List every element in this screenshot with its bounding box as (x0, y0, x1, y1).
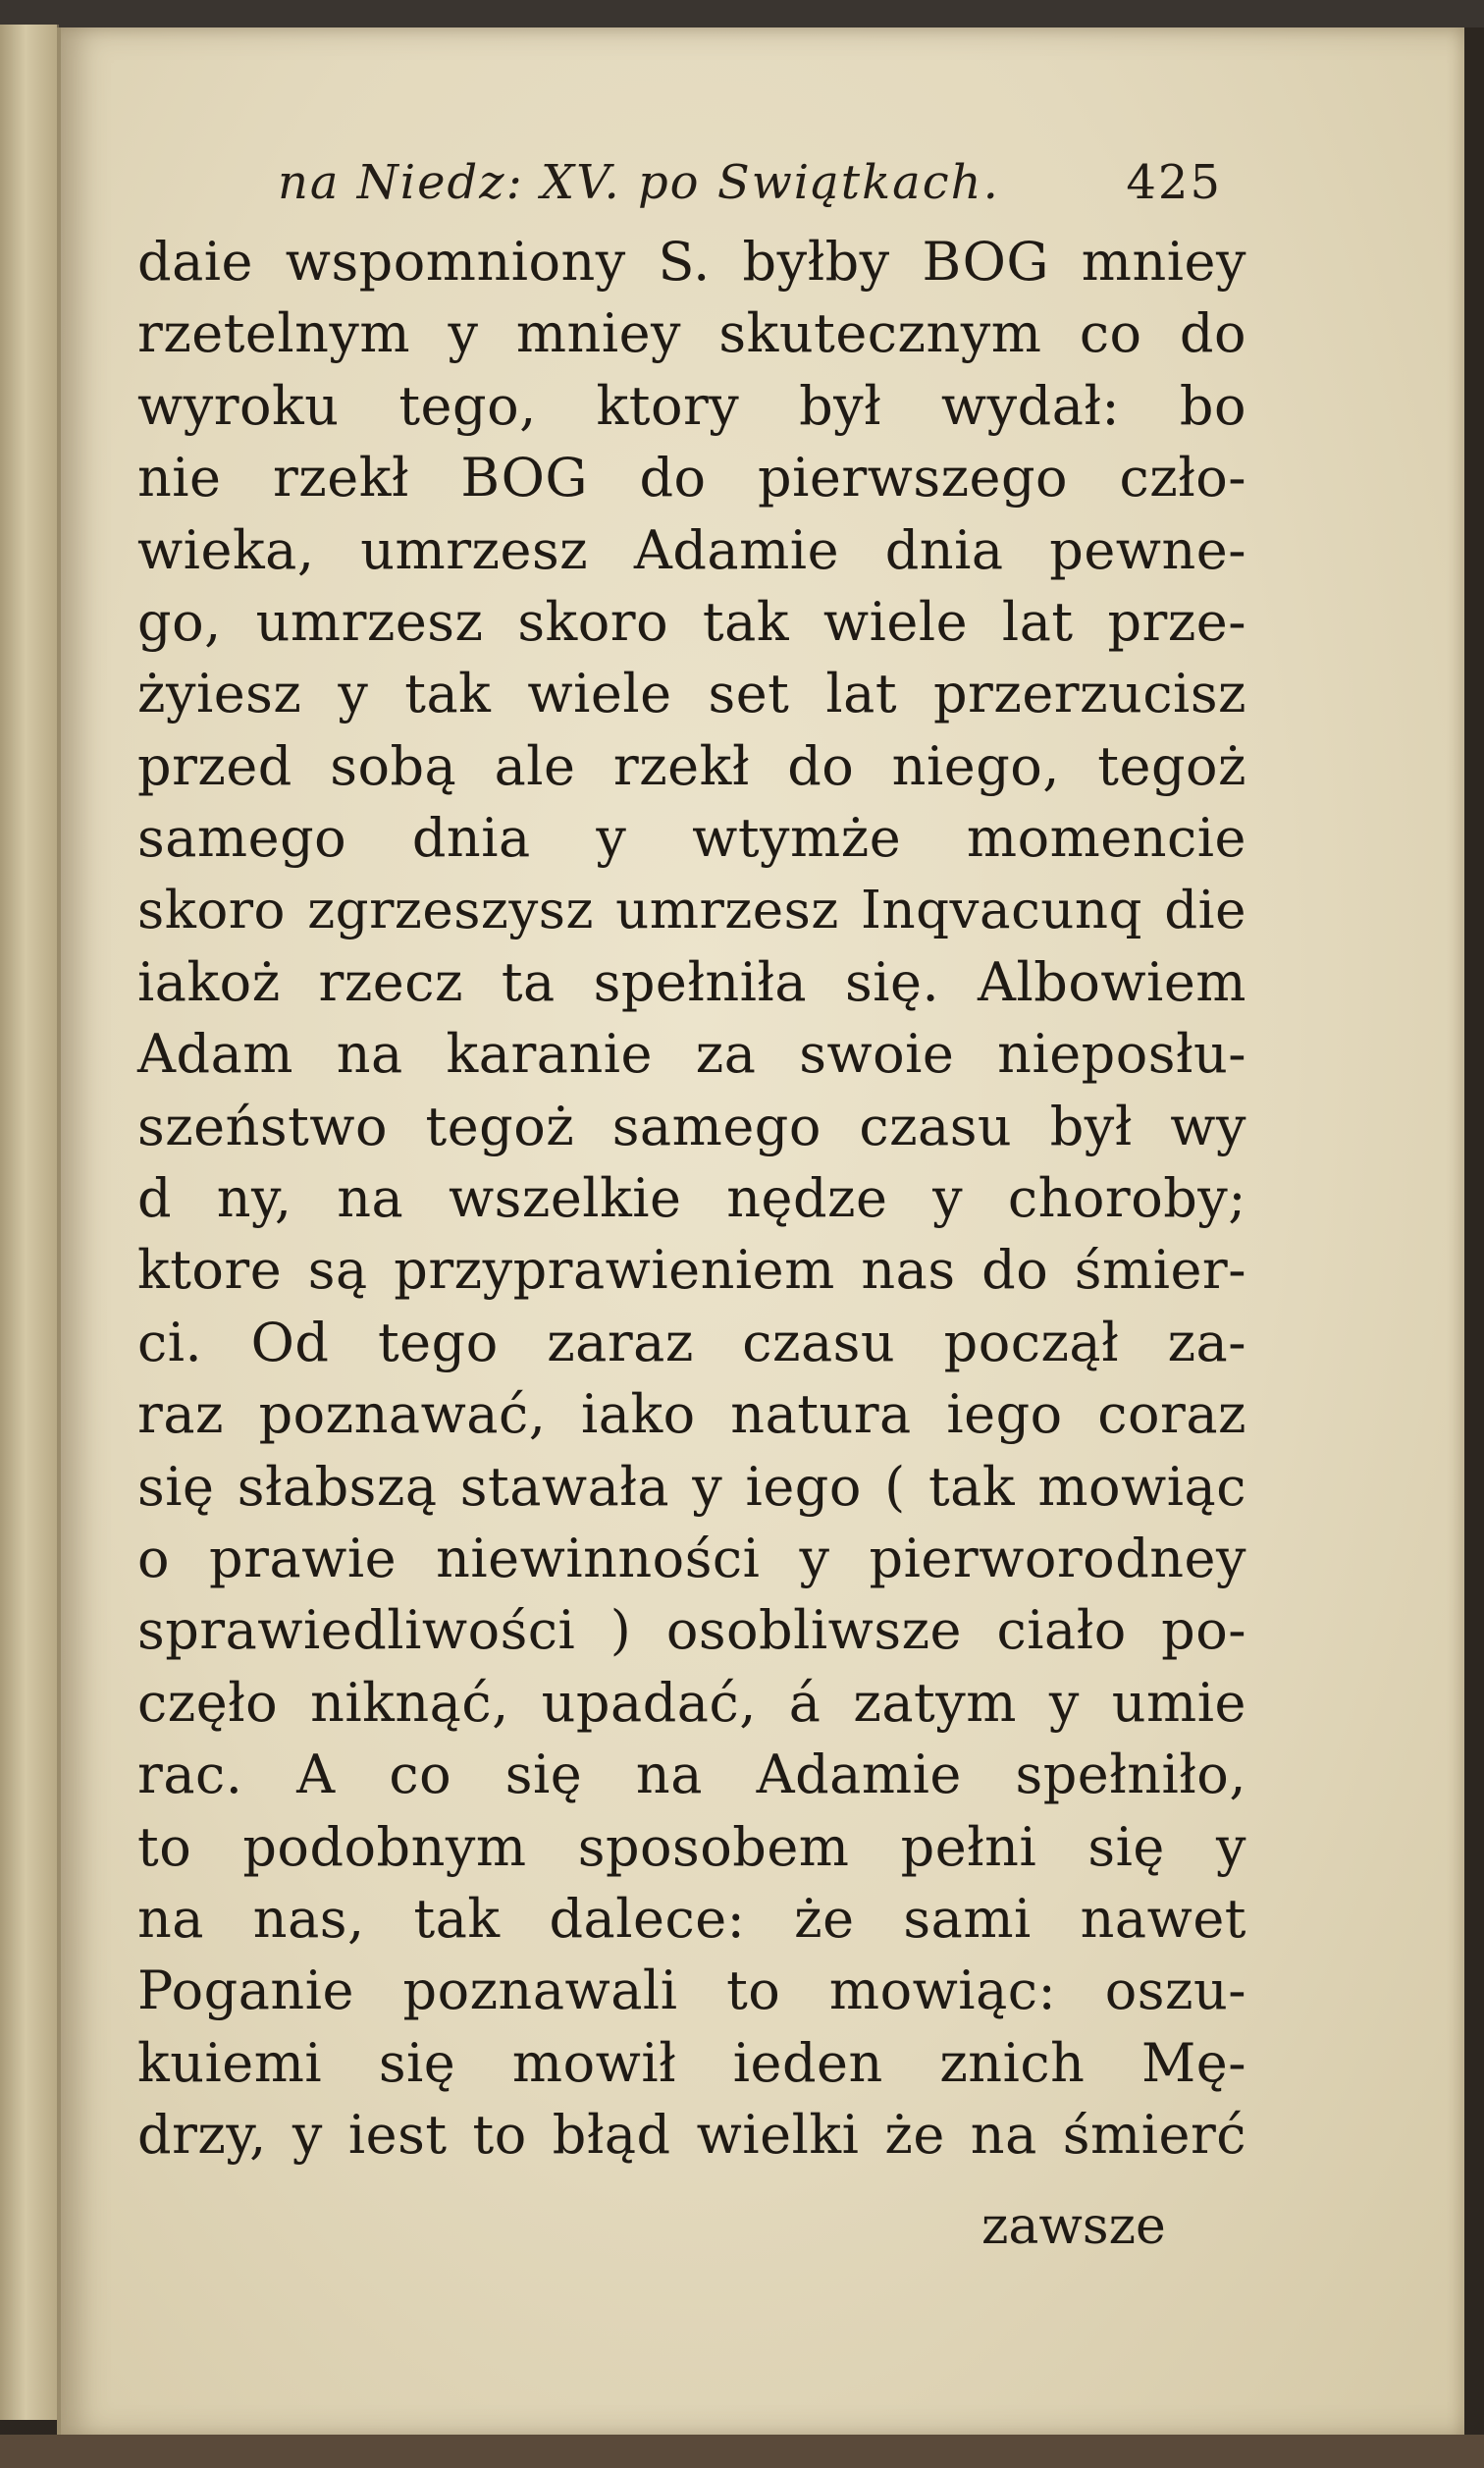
text-line: o prawie niewinności y pierworodney (137, 1528, 1246, 1590)
text-line: wieka, umrzesz Adamie dnia pewne- (137, 518, 1246, 581)
text-line: na nas, tak dalece: że sami nawet (137, 1887, 1246, 1950)
top-dark-strip (0, 0, 1484, 27)
text-line: ci. Od tego zaraz czasu począł za- (137, 1311, 1246, 1373)
text-line: kuiemi się mowił ieden znich Mę- (137, 2031, 1246, 2094)
text-line: raz poznawać, iako natura iego coraz (137, 1383, 1246, 1446)
page-number: 425 (1126, 155, 1222, 210)
text-line: to podobnym sposobem pełni się y (137, 1815, 1246, 1878)
text-line: częło niknąć, upadać, á zatym y umie (137, 1671, 1246, 1734)
text-line: daie wspomniony S. byłby BOG mniey (137, 231, 1246, 293)
text-line: Poganie poznawali to mowiąc: oszu- (137, 1959, 1246, 2022)
text-line: ktore są przyprawieniem nas do śmier- (137, 1239, 1246, 1302)
catchword: zawsze (981, 2197, 1166, 2256)
text-line: go, umrzesz skoro tak wiele lat prze- (137, 590, 1246, 653)
text-line: skoro zgrzeszysz umrzesz Inqvacunq die (137, 880, 1246, 940)
text-line: rac. A co się na Adamie spełniło, (137, 1744, 1246, 1806)
text-line: rzetelnym y mniey skutecznym co do (137, 302, 1246, 365)
text-line: drzy, y iest to błąd wielki że na śmierć (137, 2104, 1246, 2167)
bottom-dark-strip (0, 2435, 1484, 2468)
page-header (231, 147, 1222, 216)
text-line: przed sobą ale rzekł do niego, tegoż (137, 734, 1246, 797)
text-line: nie rzekł BOG do pierwszego czło- (137, 447, 1246, 510)
text-line: wyroku tego, ktory był wydał: bo (137, 374, 1246, 437)
running-head: na Niedz: XV. po Swiątkach. (278, 155, 1000, 210)
text-line: żyiesz y tak wiele set lat przerzucisz (137, 663, 1246, 725)
text-line: sprawiedliwości ) osobliwsze ciało po- (137, 1599, 1246, 1662)
body-text (137, 226, 1246, 2172)
text-line: się słabszą stawała y iego ( tak mowiąc (137, 1455, 1246, 1518)
text-line: Adam na karanie za swoie nieposłu- (137, 1023, 1246, 1086)
text-line: szeństwo tegoż samego czasu był wy (137, 1095, 1246, 1157)
text-line: d ny, na wszelkie nędze y choroby; (137, 1167, 1246, 1230)
previous-page-edge (0, 25, 59, 2420)
text-line: samego dnia y wtymże momencie (137, 807, 1246, 870)
text-line: iakoż rzecz ta spełniła się. Albowiem (137, 950, 1246, 1013)
